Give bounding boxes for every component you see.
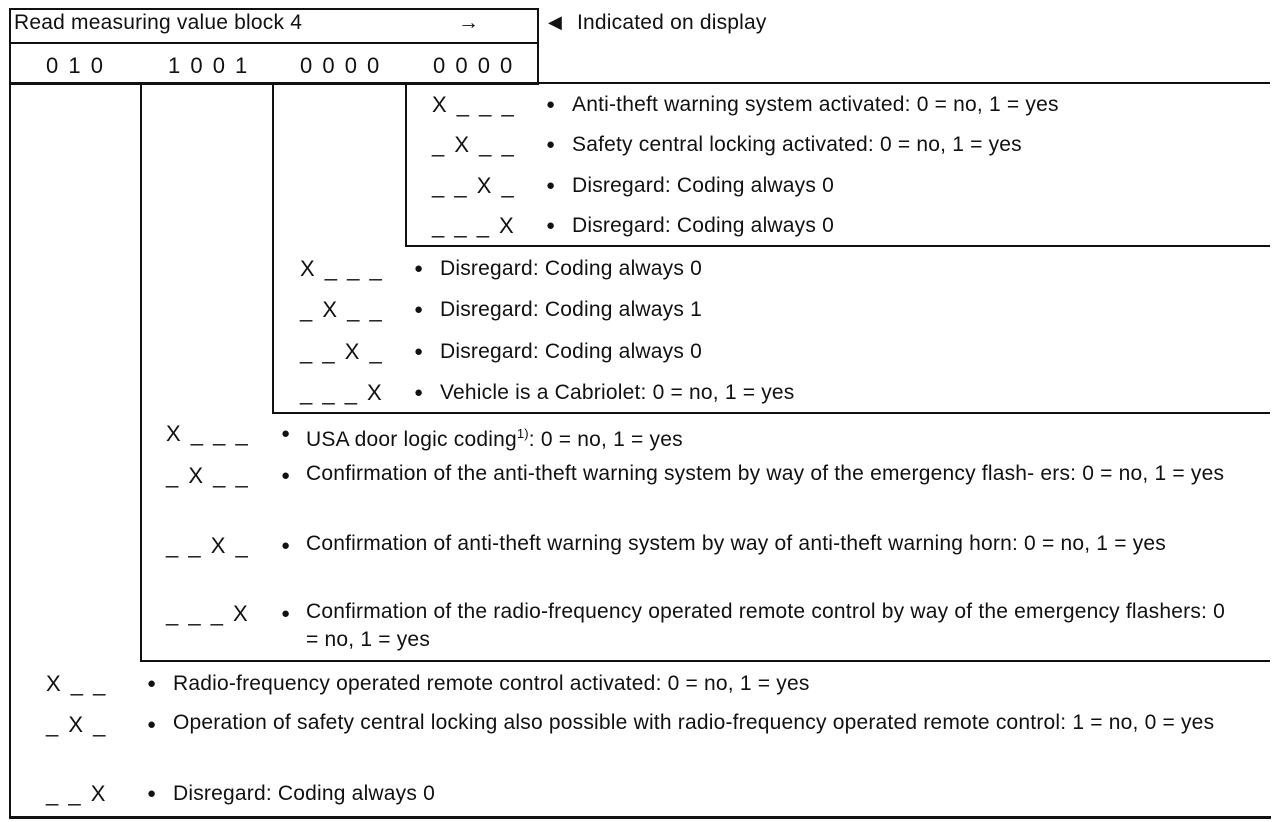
group1-item-2: Operation of safety central locking also possible with radio-frequency operated remote control: 1 = no, 0 = yes xyxy=(173,711,1215,734)
group2-item-1 xyxy=(306,421,683,452)
display-value-3: 0 0 0 0 xyxy=(300,53,382,78)
group2-code-2: _ X _ _ xyxy=(166,463,250,488)
group3-code-4: _ _ _ X xyxy=(300,380,384,405)
header-box-right xyxy=(537,8,539,84)
group4-item-2: Safety central locking activated: 0 = no, 1 = yes xyxy=(572,133,1022,156)
group2-item-4: Confirmation of the radio-frequency operated remote control by way of the emergency flashers: 0 = no, 1 = yes xyxy=(306,600,1225,651)
bullet-icon: ● xyxy=(281,425,291,442)
group1-item-1: Radio-frequency operated remote control activated: 0 = no, 1 = yes xyxy=(173,672,810,695)
group2-bracket-bottom xyxy=(140,660,1270,662)
indicator-arrow-icon: ◀ xyxy=(548,12,563,32)
bullet-icon: ● xyxy=(414,384,424,401)
footnote-marker: 1) xyxy=(516,426,529,441)
bullet-icon: ● xyxy=(147,716,157,733)
group1-code-3: _ _ X xyxy=(46,781,108,806)
group2-code-3: _ _ X _ xyxy=(166,533,250,558)
group3-item-1: Disregard: Coding always 0 xyxy=(440,257,702,280)
group3-item-2: Disregard: Coding always 1 xyxy=(440,298,702,321)
group1-code-1: X _ _ xyxy=(46,671,108,696)
bullet-icon: ● xyxy=(281,537,291,554)
bullet-icon: ● xyxy=(546,177,556,194)
header-box-left xyxy=(9,8,11,84)
block-title: Read measuring value block 4 xyxy=(14,11,303,34)
outer-bottom-rule xyxy=(9,816,1271,819)
bullet-icon: ● xyxy=(546,96,556,113)
outer-top-rule xyxy=(539,82,1270,84)
group2-bracket-left xyxy=(140,84,142,662)
group2-code-4: _ _ _ X xyxy=(166,601,250,626)
display-value-2: 1 0 0 1 xyxy=(168,53,250,78)
group3-code-1: X _ _ _ xyxy=(300,256,384,281)
bullet-icon: ● xyxy=(546,136,556,153)
arrow-right-icon: → xyxy=(458,11,480,34)
group2-item-2: Confirmation of the anti-theft warning system by way of the emergency flash- ers: 0 = no, 1 = yes xyxy=(306,462,1225,485)
group3-code-2: _ X _ _ xyxy=(300,297,384,322)
group4-bracket-bottom xyxy=(405,245,1270,247)
bullet-icon: ● xyxy=(546,217,556,234)
group4-bracket-left xyxy=(405,84,407,247)
group3-item-4: Vehicle is a Cabriolet: 0 = no, 1 = yes xyxy=(440,381,795,404)
indicated-on-display: Indicated on display xyxy=(577,11,767,34)
group4-item-1: Anti-theft warning system activated: 0 = no, 1 = yes xyxy=(572,93,1059,116)
group3-bracket-left xyxy=(272,84,274,414)
bullet-icon: ● xyxy=(281,467,291,484)
group4-code-4: _ _ _ X xyxy=(432,213,516,238)
group2-item-1-rest: : 0 = no, 1 = yes xyxy=(528,428,683,451)
group2-code-1: X _ _ _ xyxy=(166,421,250,446)
group4-item-4: Disregard: Coding always 0 xyxy=(572,214,834,237)
group4-code-2: _ X _ _ xyxy=(432,132,516,157)
group1-code-2: _ X _ xyxy=(46,712,108,737)
group3-bracket-bottom xyxy=(272,412,1270,414)
bullet-icon: ● xyxy=(147,675,157,692)
bullet-icon: ● xyxy=(147,785,157,802)
group4-code-1: X _ _ _ xyxy=(432,92,516,117)
display-value-4: 0 0 0 0 xyxy=(433,53,515,78)
display-value-1: 0 1 0 xyxy=(46,53,105,78)
bullet-icon: ● xyxy=(281,605,291,622)
header-box-bottom xyxy=(9,82,539,85)
group4-item-3: Disregard: Coding always 0 xyxy=(572,174,834,197)
group3-code-3: _ _ X _ xyxy=(300,339,384,364)
bullet-icon: ● xyxy=(414,301,424,318)
group4-code-3: _ _ X _ xyxy=(432,173,516,198)
group2-item-1-main: USA door logic coding xyxy=(306,428,517,451)
group2-item-3: Confirmation of anti-theft warning system by way of anti-theft warning horn: 0 = no, 1 = yes xyxy=(306,532,1166,555)
header-divider xyxy=(9,42,539,44)
outer-left-rule xyxy=(9,84,11,818)
bullet-icon: ● xyxy=(414,343,424,360)
group1-item-3: Disregard: Coding always 0 xyxy=(173,782,435,805)
group3-item-3: Disregard: Coding always 0 xyxy=(440,340,702,363)
bullet-icon: ● xyxy=(414,260,424,277)
